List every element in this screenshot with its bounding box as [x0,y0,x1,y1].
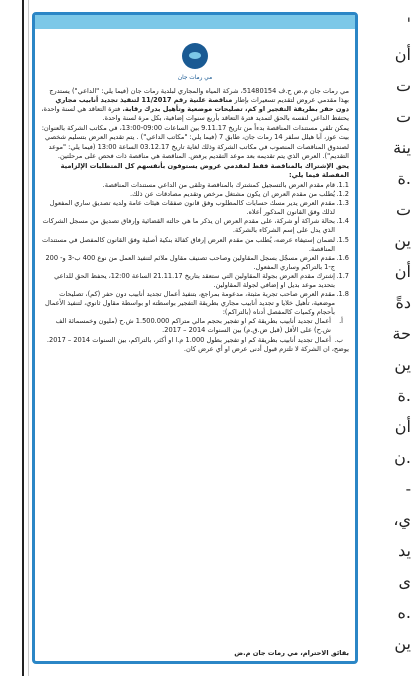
column-text-fragment: .ن [394,448,411,467]
intro-paragraph: مي رمات جان م.ض ح.ف 51480154، شركة المياه والمجاري لبلدية رمات جان (فيما يلي: "الداعي") يستدرج بهذا مقدمي عروض لتقديم تسعيرات بإطار مناقصة علنية رقم 11/2017 لتنفيذ تجديد أنابيب مجاري دون حفر بطريقة التفجير او كم، تصليحات موضعية وتأهيل بدرك رقابة. فترة التعاقد هي لسنة واحدة، يحتفظ الداعي لنفسه بالحق لتمديد فترة التعاقد بأربع سنوات إضافية، بكل مرة لسنة واحدة. [41,87,349,123]
column-text-fragment: .ة [397,169,411,188]
requirement-item [41,190,349,199]
logo-block [35,35,355,81]
documents-paragraph: يمكن تلقي مستندات المناقصة بدءاً من تاريخ 9.11.17 بين الساعات 09:00-13:00، في مكاتب الشركة بالعنوان: بيت عوز، آبا هيلل سلفر 14 رمات جان، طابق 7 (فيما يلي: "مكاتب الداعي") . يتم تقديم العرض بتسليم شخصي لصندوق المناقصات المنصوب في مكاتب الشركة وذلك لغاية تاريخ 03.12.17 الساعة 13:00 (فيما يلي: "موعد التقديم"). العرض الذي يتم تقديمه بعد موعد التقديم يرفض. المناقصة هي مناقصة ذات فحص على مرحلتين. [41,124,349,160]
experience-letter: ب. [334,335,343,344]
column-text-fragment: ين [394,355,411,374]
requirement-text: مقدم العرض مسجّل بسجل المقاولين وصاحب تصنيف مقاول ملائم لتنفيذ العمل من نوع 400 ب-3 و- 200 ج-1 بالتراكم وساري المفعول. [45,253,335,271]
column-text-fragment: أن [394,417,411,436]
requirement-number: 1.2. [336,190,349,199]
water-drop-logo-icon [182,43,208,69]
requirement-number: 1.3. [336,199,349,208]
adjacent-text-column [361,0,413,684]
requirement-number: 1.8. [336,290,349,299]
requirement-text: إشترك مقدم العرض بجولة المقاولين التي ستعقد بتاريخ 21.11.17 الساعة 12:00، يحفظ الحق للداعي بتحديد موعد بديل او إضافي لجولة المقاولين. [54,271,335,289]
experience-item [41,317,349,335]
requirements-list [41,181,349,317]
column-text-fragment: ين [394,634,411,653]
logo-name: مي رمات جان [177,75,213,81]
column-text-fragment: - [405,479,411,498]
requirement-item [41,181,349,190]
top-color-band [35,15,355,29]
requirement-text: لضمان إستيفاء عرضه، يُطلب من مقدم العرض إرفاق كفالة بنكية أصلية وفق القانون كالمفصل في مستندات المناقصة. [41,235,335,253]
column-text-fragment: ينة [393,138,411,157]
requirement-item [41,272,349,290]
column-text-fragment: ' [406,14,411,33]
column-text-fragment: حة [392,324,411,343]
requirement-item [41,199,349,217]
requirement-number: 1.6. [336,253,349,262]
experience-sublist [41,317,349,344]
ad-body [41,87,349,643]
column-text-fragment: .ه [397,603,411,622]
requirement-number: 1.7. [336,271,349,280]
requirement-item [41,290,349,317]
requirement-text: مقدم العرض يدير مسك حسابات كالمطلوب وفق قانون صفقات هيئات عامة ولديه تصديق ساري المفعول لذلك وفق القانون المذكور أعلاه. [49,199,335,217]
signature-line: بفائق الاحترام، مي رمات جان م.ض [234,649,349,657]
tender-advertisement [32,12,358,664]
eligibility-heading: يحق الإشتراك بالمناقصة فقط لمقدمي عروض يستوفون بأنفسهم كل المتطلبات الإلزامية المفصلة فيما يلي: [60,161,349,179]
column-text-fragment: ت [395,200,411,219]
adjacent-column-edge [0,0,29,676]
requirement-number: 1.1. [336,180,349,189]
column-text-fragment: أن [394,45,411,64]
requirement-item [41,254,349,272]
experience-text: أعمال تجديد أنابيب بطريقة كم او تفجير بطول 1.000 م.ا او أكثر، بالتراكم، بين السنوات 2014 – 2017. [46,335,331,344]
requirement-item [41,236,349,254]
column-text-fragment: ي، [393,510,411,529]
requirement-text: قام مقدم العرض بالتسجيل كمشترك بالمناقصة وتلقى من الداعي مستندات المناقصة. [102,180,335,189]
experience-item [41,336,349,345]
column-text-fragment: يد [398,541,411,560]
requirement-number: 1.5. [336,235,349,244]
column-text-fragment: .ة [397,386,411,405]
column-text-fragment: ت [395,76,411,95]
requirement-number: 1.4. [336,217,349,226]
requirement-item [41,217,349,235]
tender-title: مناقصة علنية رقم 11/2017 لتنفيذ تجديد أنابيب مجاري دون حفر بطريقة التفجير او كم، تصليحات موضعية وتأهيل بدرك رقابة. [55,96,349,114]
requirement-text: مقدم العرض صاحب تجربة مثبتة، مدعومة بمراجع، بتنفيذ أعمال تجديد أنابيب دون حفر (كم)، تصليحات موضعية، تأهيل خلايا و تجديد أنابيب مجاري بطريقة التفجير بواسطته او بواسطة مقاول ثانوي، لتنفيذ الأعمال بأحجام وكميات كالمفصل أدناه (بالتراكم): [45,290,335,317]
column-text-fragment: ت [395,107,411,126]
requirement-text: بحالة شراكة أو شركة، على مقدم العرض ان يذكر ما هي حالته القضائية وإرفاق تصديق من مسجل الشركات الذي يدل على إسم الشركاء بالشركة. [42,217,335,235]
requirement-text: يُطلب من مقدم العرض ان يكون مشتغل مرخص وتقديم مصادقات عن ذلك. [129,190,335,199]
column-text-fragment: ين [394,231,411,250]
experience-letter: أ. [339,317,343,326]
column-text-fragment: ى [398,572,411,591]
experience-text: أعمال تجديد أنابيب بطريقة كم او تفجير بحجم مالي متراكم 1.500.000 ش.ح (مليون وخمسمائة الف ش.ح) على الأقل (قبل ض.ق.م) بين السنوات 2014 – 2017. [55,317,331,335]
column-divider [22,0,24,676]
closing-note: يوضح، ان الشركة لا تلتزم قبول أدنى عرض او أي عرض كان. [183,344,349,353]
column-text-fragment: أن [394,262,411,281]
column-text-fragment: دةً [395,293,411,312]
